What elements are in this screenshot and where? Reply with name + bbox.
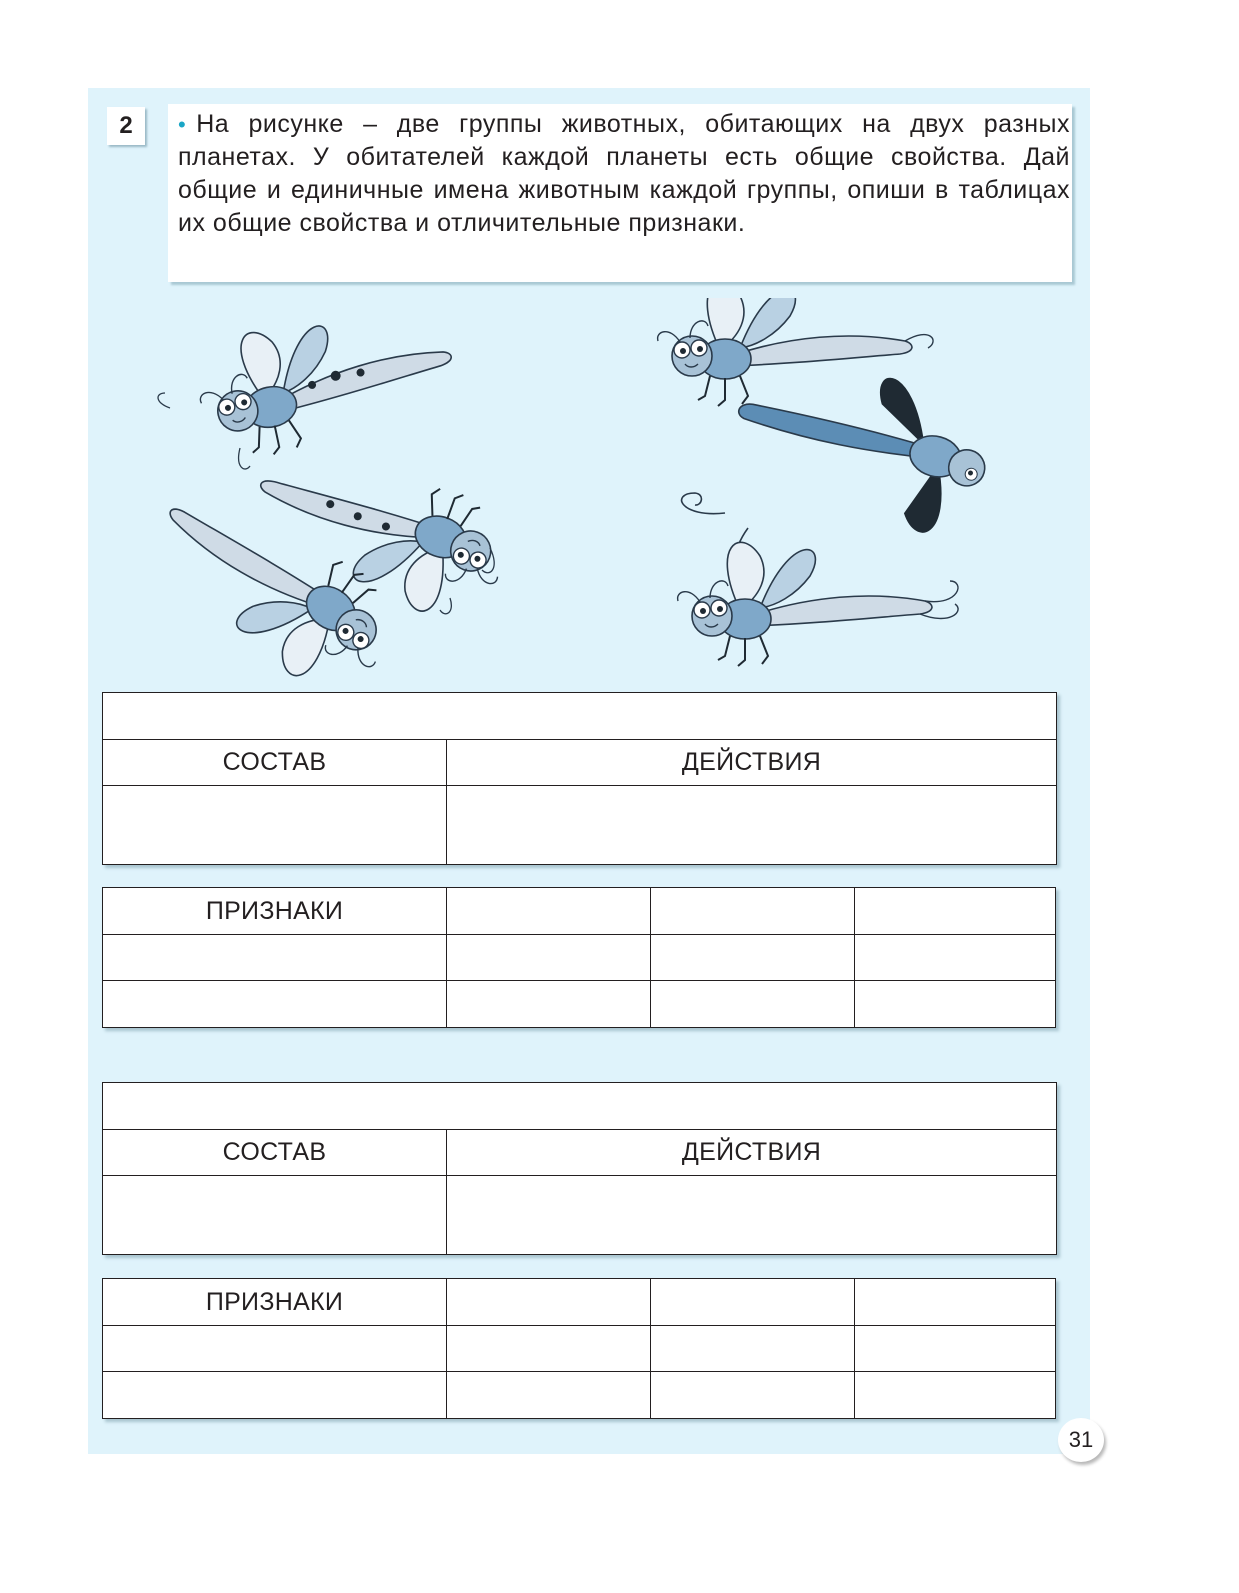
right-group-dragonflies xyxy=(658,298,1002,666)
group1-composition-table xyxy=(102,692,1057,865)
dragonfly-icon xyxy=(721,343,1002,544)
group1-actions-cell[interactable] xyxy=(447,786,1057,865)
dragonfly-icon xyxy=(189,298,464,467)
group1-name-cell[interactable] xyxy=(103,693,1057,740)
feature-cell[interactable] xyxy=(103,1372,447,1419)
group1-composition-cell[interactable] xyxy=(103,786,447,865)
feature-cell[interactable] xyxy=(855,1372,1056,1419)
feature-cell[interactable] xyxy=(447,935,651,981)
group2-composition-cell[interactable] xyxy=(103,1176,447,1255)
feature-cell[interactable] xyxy=(855,888,1056,935)
group2-composition-header: СОСТАВ xyxy=(103,1130,447,1176)
group2-features-table xyxy=(102,1278,1056,1419)
task-instructions-box xyxy=(168,104,1072,282)
feature-cell[interactable] xyxy=(103,981,447,1028)
feature-cell[interactable] xyxy=(651,981,855,1028)
feature-cell[interactable] xyxy=(855,981,1056,1028)
group2-features-header: ПРИЗНАКИ xyxy=(103,1279,447,1326)
feature-cell[interactable] xyxy=(447,1279,651,1326)
feature-cell[interactable] xyxy=(651,1326,855,1372)
feature-cell[interactable] xyxy=(103,935,447,981)
feature-cell[interactable] xyxy=(447,1326,651,1372)
left-group-dragonflies xyxy=(150,298,520,683)
task-number-badge: 2 xyxy=(107,107,145,145)
dragonflies-illustration xyxy=(150,298,1070,683)
group2-actions-cell[interactable] xyxy=(447,1176,1057,1255)
feature-cell[interactable] xyxy=(447,1372,651,1419)
group1-features-header: ПРИЗНАКИ xyxy=(103,888,447,935)
feature-cell[interactable] xyxy=(447,888,651,935)
group2-name-cell[interactable] xyxy=(103,1083,1057,1130)
feature-cell[interactable] xyxy=(651,888,855,935)
dragonfly-icon xyxy=(678,542,958,666)
task-instructions xyxy=(178,108,1070,240)
group1-composition-header: СОСТАВ xyxy=(103,740,447,786)
page-number: 31 xyxy=(1058,1418,1104,1462)
feature-cell[interactable] xyxy=(447,981,651,1028)
feature-cell[interactable] xyxy=(855,1326,1056,1372)
feature-cell[interactable] xyxy=(855,1279,1056,1326)
bullet-icon: • xyxy=(178,112,187,137)
feature-cell[interactable] xyxy=(651,1279,855,1326)
feature-cell[interactable] xyxy=(651,1372,855,1419)
group1-actions-header: ДЕЙСТВИЯ xyxy=(447,740,1057,786)
task-instructions-text: На рисунке – две группы животных, обитающих на двух разных планетах. У обитателей каждой планеты есть общие свойства. Дай общие и единичные имена животным каждой группы, опиши в таблицах их общие свойства и отличительные признаки. xyxy=(178,110,1070,237)
group2-composition-table xyxy=(102,1082,1057,1255)
group1-features-table xyxy=(102,887,1056,1028)
feature-cell[interactable] xyxy=(103,1326,447,1372)
feature-cell[interactable] xyxy=(651,935,855,981)
group2-actions-header: ДЕЙСТВИЯ xyxy=(447,1130,1057,1176)
feature-cell[interactable] xyxy=(855,935,1056,981)
